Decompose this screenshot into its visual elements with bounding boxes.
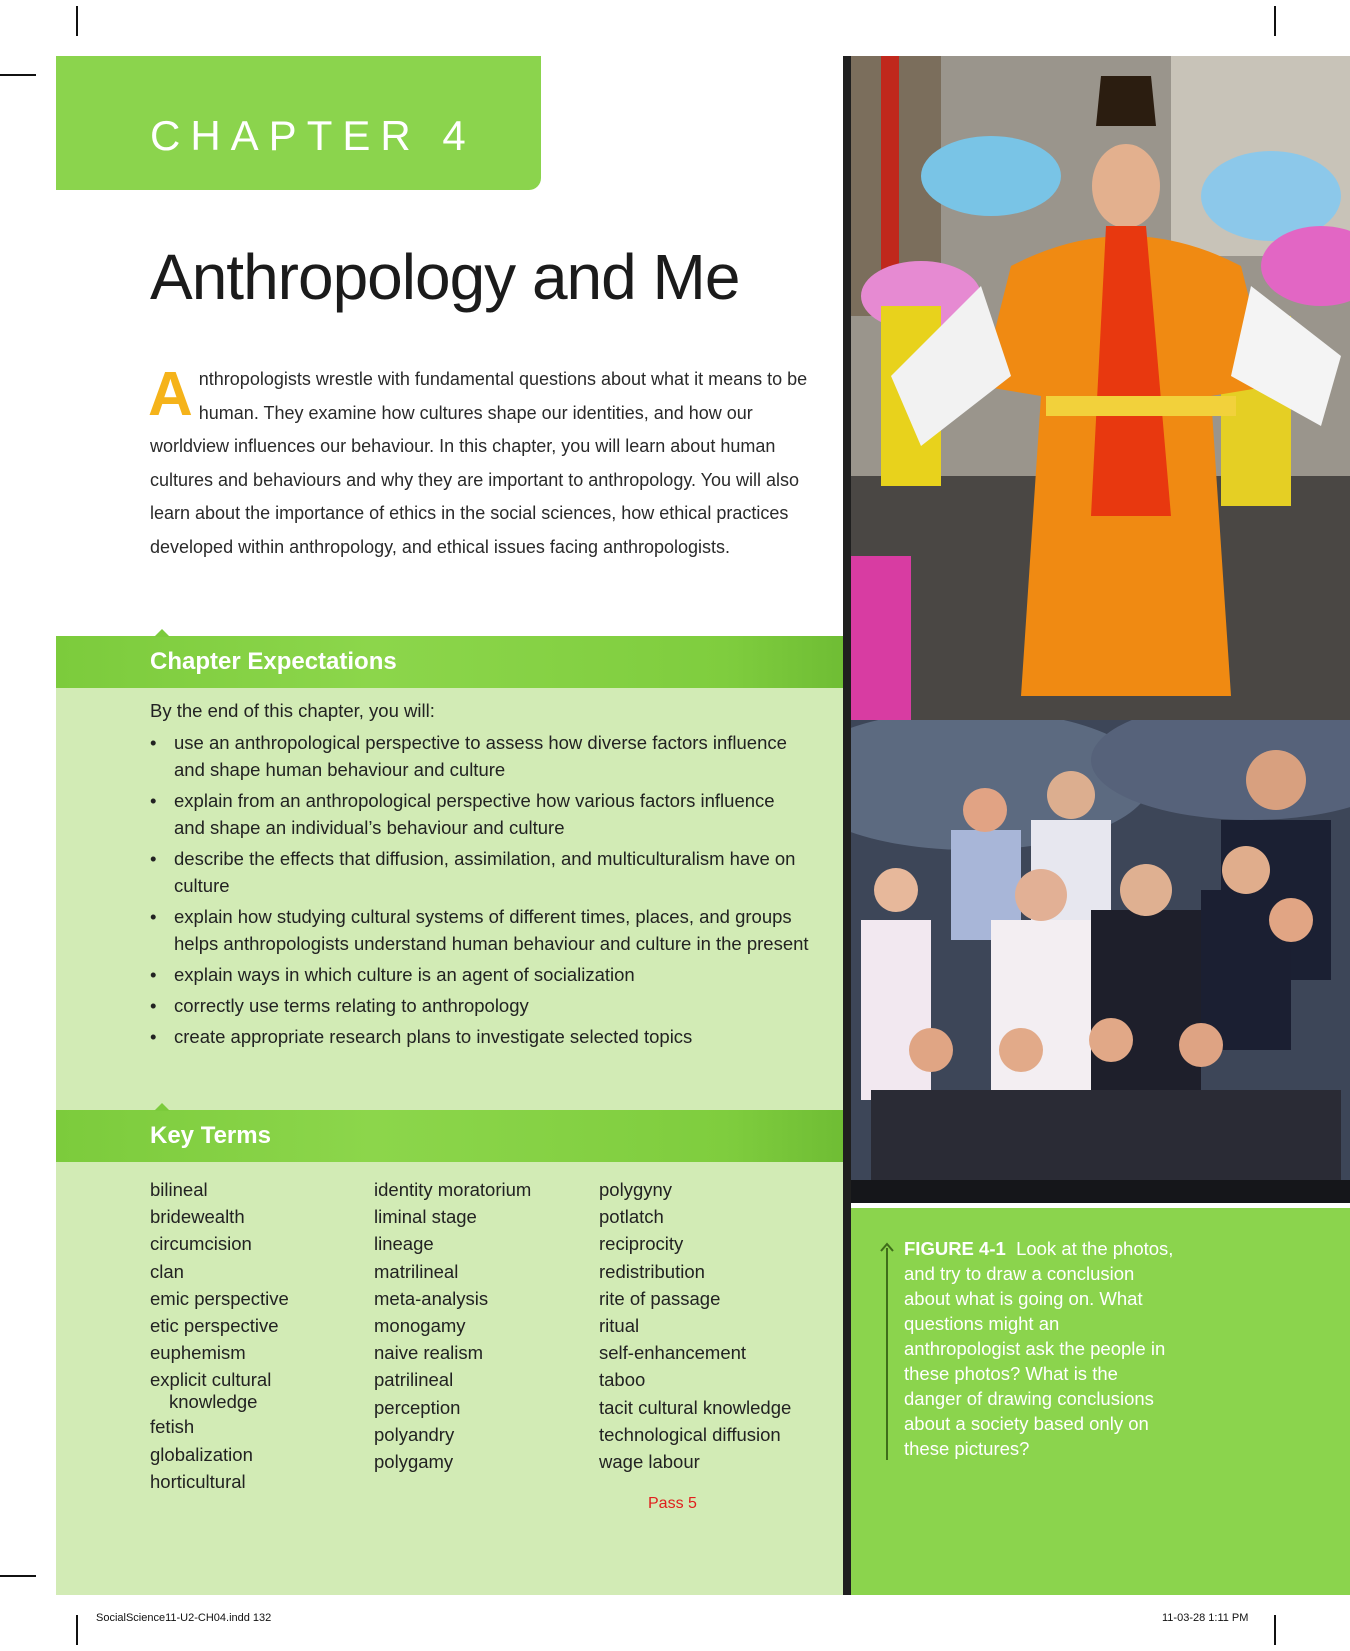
term: self-enhancement bbox=[599, 1342, 747, 1364]
term: explicit cultural bbox=[150, 1369, 272, 1391]
crop-mark bbox=[76, 1615, 78, 1645]
bullet-icon: • bbox=[150, 848, 157, 869]
term: redistribution bbox=[599, 1260, 705, 1282]
term: taboo bbox=[599, 1369, 646, 1391]
bullet-icon: • bbox=[150, 995, 157, 1016]
drop-cap: A bbox=[148, 360, 193, 429]
figure-text: Look at the photos, and try to draw a conclusion about what is going on. What questions might an anthropologist ask the people in these photos? What is the danger of drawing conclusions about a society based only on these pictures? bbox=[904, 1238, 1174, 1459]
term: potlatch bbox=[599, 1206, 664, 1228]
expectations-list bbox=[150, 729, 810, 1054]
term: fetish bbox=[150, 1416, 195, 1438]
term: wage labour bbox=[599, 1451, 700, 1473]
column-divider bbox=[843, 56, 851, 1595]
term: liminal stage bbox=[374, 1206, 477, 1228]
header-notch bbox=[154, 1103, 170, 1111]
footer-timestamp: 11-03-28 1:11 PM bbox=[1162, 1612, 1249, 1624]
crop-mark bbox=[0, 1575, 36, 1577]
key-terms-heading: Key Terms bbox=[150, 1122, 271, 1149]
term: perception bbox=[374, 1396, 461, 1418]
term: ritual bbox=[599, 1315, 640, 1337]
term: polygyny bbox=[599, 1179, 673, 1200]
intro-text: nthropologists wrestle with fundamental questions about what it means to be human. They examine how cultures shape our identities, and how our worldview influences our behaviour. In this chapter, you will learn about human cultures and behaviours and why they are important to anthropology. You will also learn about the importance of ethics in the social sciences, how ethical practices developed within anthropology, and ethical issues facing anthropologists. bbox=[150, 369, 808, 557]
family-photo-illustration bbox=[851, 720, 1350, 1203]
term: meta-analysis bbox=[374, 1287, 489, 1309]
bullet-icon: • bbox=[150, 732, 157, 753]
key-terms-column-3 bbox=[599, 1176, 791, 1475]
header-notch bbox=[154, 629, 170, 637]
key-terms-column-1 bbox=[150, 1176, 289, 1495]
figure-label: FIGURE 4-1 bbox=[904, 1238, 1006, 1259]
term: horticultural bbox=[150, 1470, 246, 1492]
term: patrilineal bbox=[374, 1369, 454, 1391]
figure-caption bbox=[904, 1236, 1174, 1461]
term: naive realism bbox=[374, 1342, 483, 1364]
parade-photo bbox=[851, 56, 1350, 720]
footer-file-name: SocialScience11-U2-CH04.indd 132 bbox=[96, 1612, 272, 1624]
intro-paragraph bbox=[148, 360, 810, 564]
term: bilineal bbox=[150, 1179, 208, 1200]
chapter-title: Anthropology and Me bbox=[150, 241, 740, 313]
term: lineage bbox=[374, 1233, 434, 1255]
crop-mark bbox=[0, 74, 36, 76]
term: monogamy bbox=[374, 1315, 466, 1337]
pass-note: Pass 5 bbox=[648, 1495, 697, 1512]
expectations-intro: By the end of this chapter, you will: bbox=[150, 700, 435, 721]
term: bridewealth bbox=[150, 1206, 245, 1228]
bullet-icon: • bbox=[150, 906, 157, 927]
term: euphemism bbox=[150, 1342, 246, 1364]
list-item: • correctly use terms relating to anthropology bbox=[150, 992, 810, 1019]
list-item: • explain ways in which culture is an agent of socialization bbox=[150, 961, 810, 988]
list-item: • create appropriate research plans to investigate selected topics bbox=[150, 1023, 810, 1050]
term: emic perspective bbox=[150, 1287, 289, 1309]
expectations-heading: Chapter Expectations bbox=[150, 648, 397, 675]
term: circumcision bbox=[150, 1233, 252, 1255]
term: matrilineal bbox=[374, 1260, 459, 1282]
crop-mark bbox=[1274, 1615, 1276, 1645]
list-item: • use an anthropological perspective to assess how diverse factors influence and shape human behaviour and culture bbox=[150, 729, 810, 783]
term: reciprocity bbox=[599, 1233, 684, 1255]
crop-mark bbox=[76, 6, 78, 36]
family-photo bbox=[851, 720, 1350, 1203]
list-item: • explain how studying cultural systems of different times, places, and groups helps anthropologists understand human behaviour and culture in the present bbox=[150, 903, 810, 957]
parade-photo-illustration bbox=[851, 56, 1350, 720]
list-item: • describe the effects that diffusion, assimilation, and multiculturalism have on culture bbox=[150, 845, 810, 899]
chapter-label: CHAPTER 4 bbox=[150, 112, 476, 159]
arrow-head bbox=[880, 1242, 894, 1256]
term: clan bbox=[150, 1260, 184, 1282]
key-terms-header bbox=[56, 1110, 844, 1162]
term: rite of passage bbox=[599, 1287, 721, 1309]
bullet-icon: • bbox=[150, 964, 157, 985]
crop-mark bbox=[1274, 6, 1276, 36]
key-terms-column-2 bbox=[374, 1176, 531, 1475]
term: knowledge bbox=[169, 1391, 258, 1413]
term: polyandry bbox=[374, 1423, 455, 1445]
term: etic perspective bbox=[150, 1315, 279, 1337]
up-arrow-icon bbox=[886, 1248, 888, 1460]
term: identity moratorium bbox=[374, 1179, 532, 1200]
expectations-header bbox=[56, 636, 844, 688]
term: polygamy bbox=[374, 1451, 454, 1473]
term: tacit cultural knowledge bbox=[599, 1396, 792, 1418]
bullet-icon: • bbox=[150, 1026, 157, 1047]
term: globalization bbox=[150, 1443, 253, 1465]
term: technological diffusion bbox=[599, 1423, 781, 1445]
list-item: • explain from an anthropological perspective how various factors influence and shape an individual’s behaviour and culture bbox=[150, 787, 810, 841]
bullet-icon: • bbox=[150, 790, 157, 811]
